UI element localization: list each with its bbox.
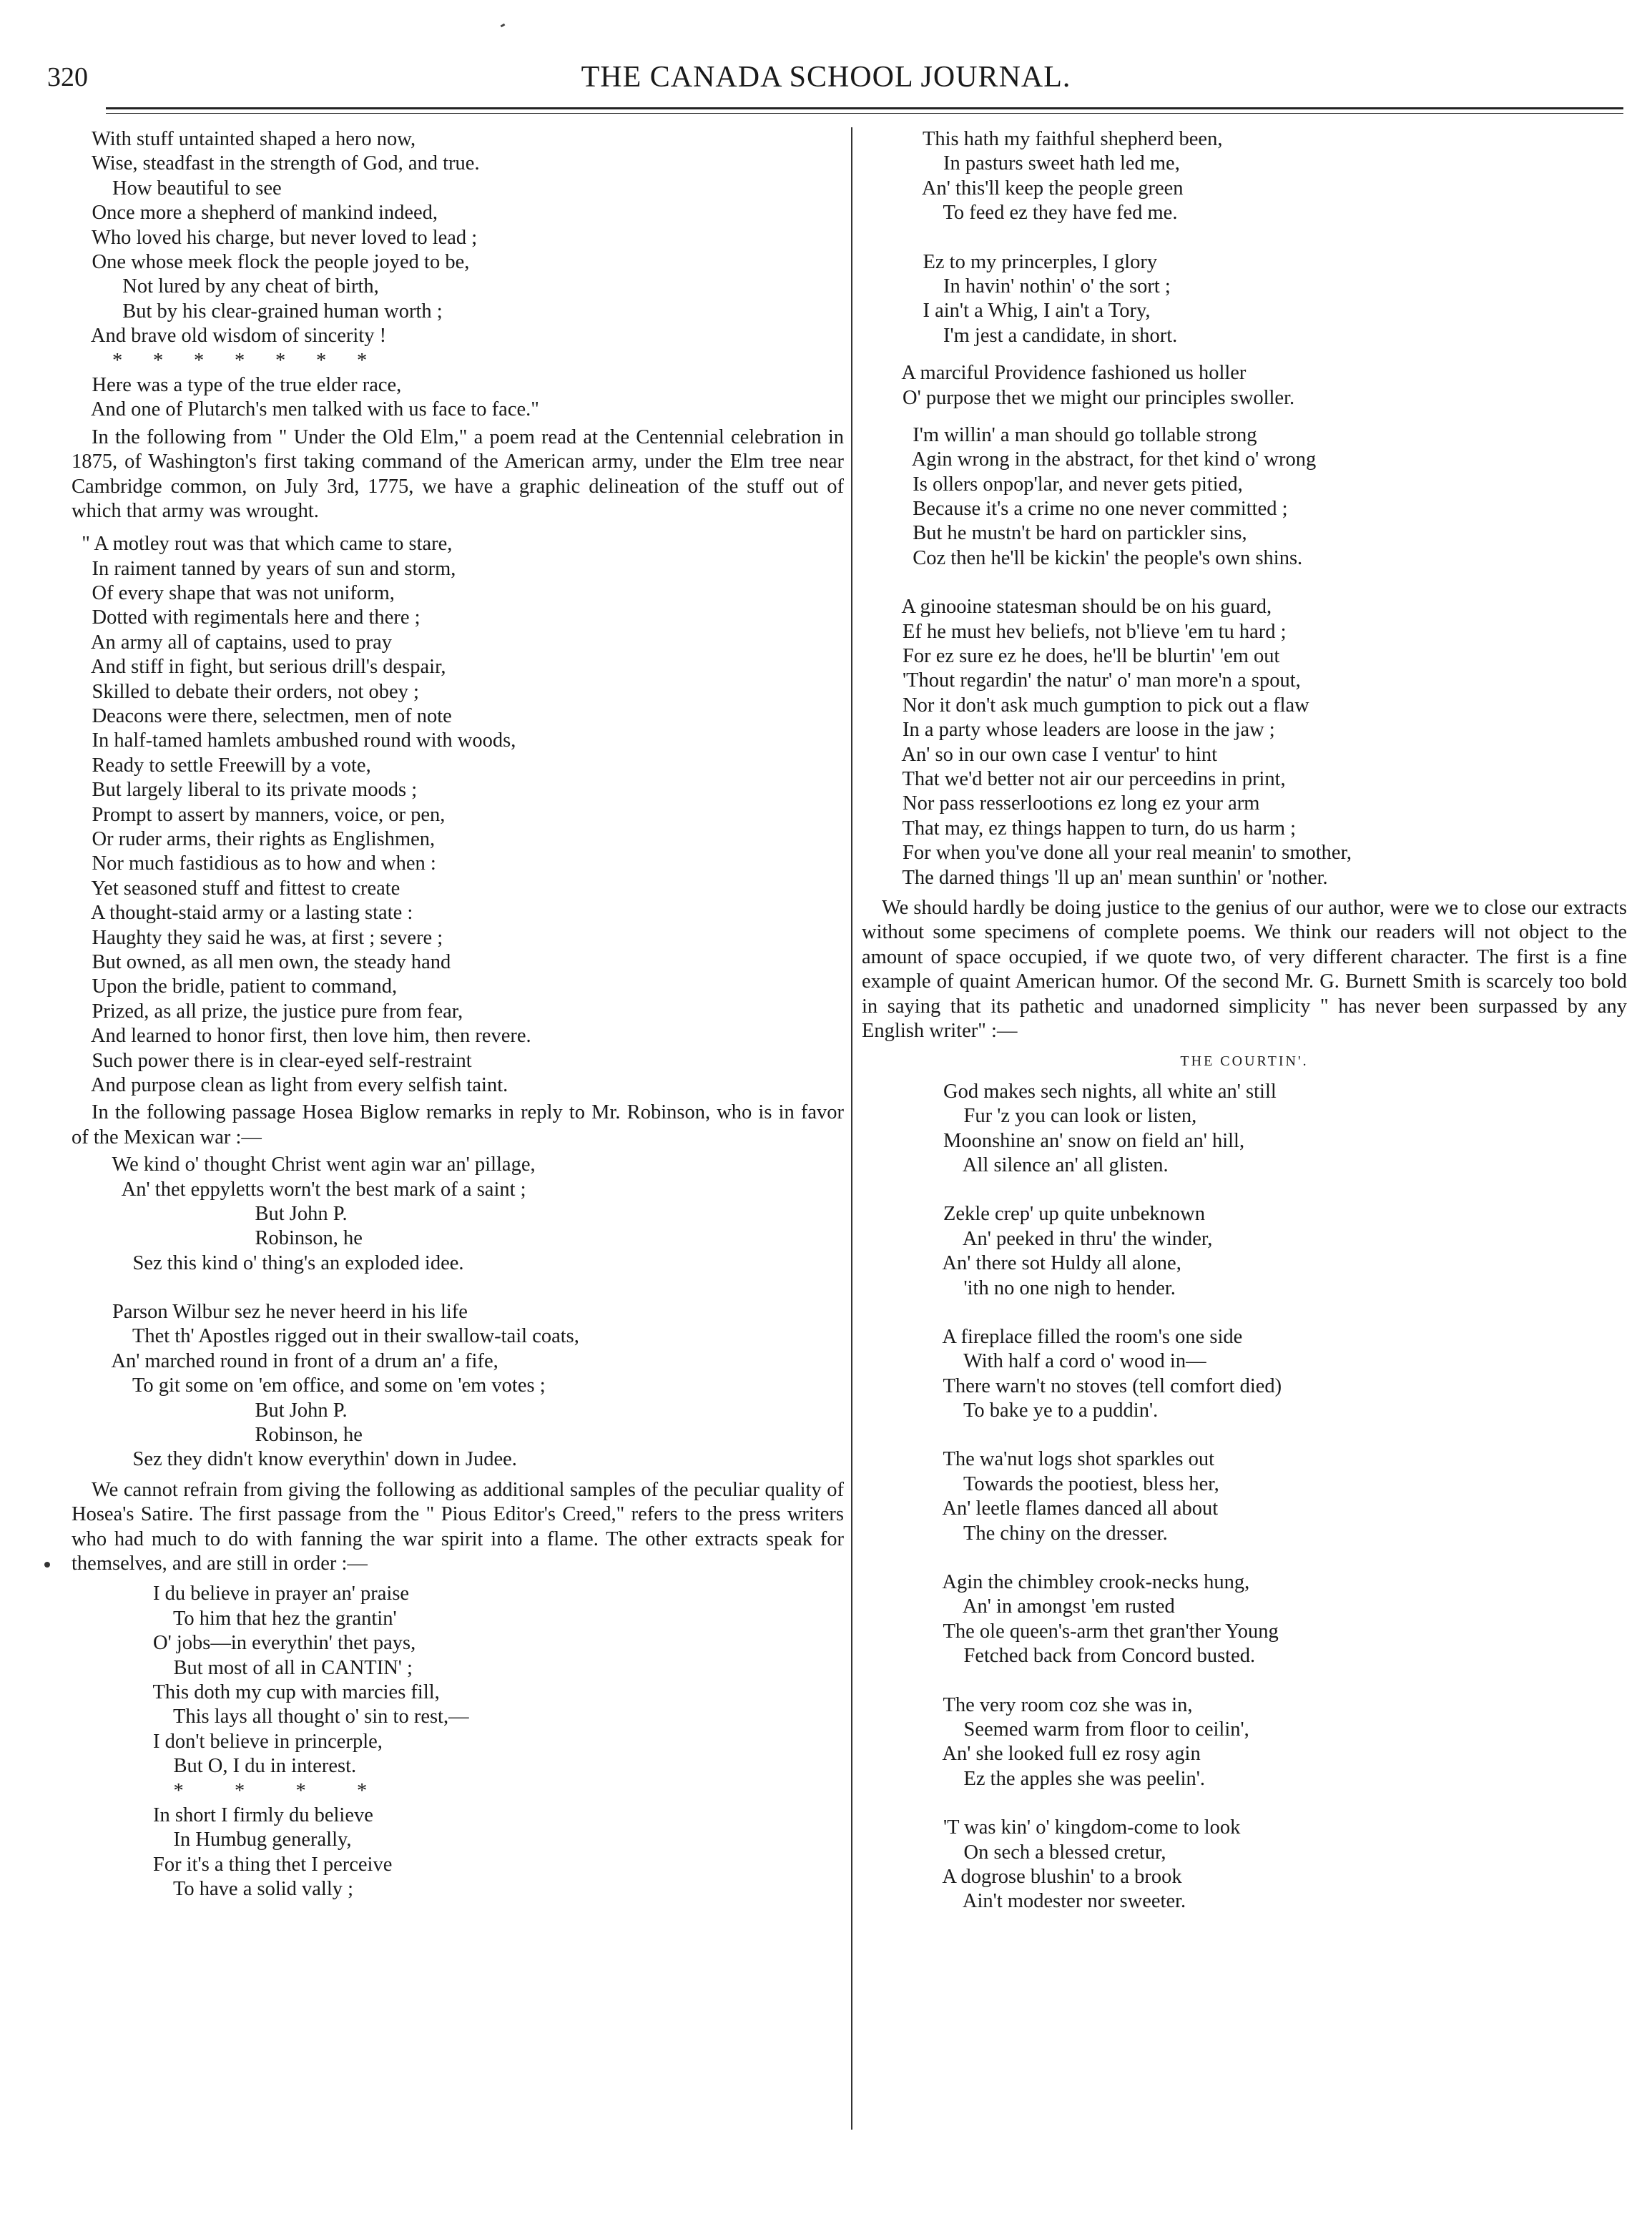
verse-block bbox=[862, 423, 1627, 571]
verse-line: For it's a thing thet I perceive bbox=[72, 1853, 393, 1876]
verse-line: And brave old wisdom of sincerity ! bbox=[72, 325, 387, 348]
verse-line: Ain't modester nor sweeter. bbox=[862, 1890, 1186, 1913]
verse-line: But John P. bbox=[72, 1202, 348, 1225]
verse-line: And one of Plutarch's men talked with us face to face." bbox=[72, 398, 539, 421]
verse-line: Ez to my princerples, I glory bbox=[862, 250, 1158, 273]
verse-line: Ez the apples she was peelin'. bbox=[862, 1767, 1206, 1790]
verse-line: Zekle crep' up quite unbeknown bbox=[862, 1203, 1206, 1226]
verse-line: With half a cord o' wood in— bbox=[862, 1350, 1206, 1373]
journal-title: THE CANADA SCHOOL JOURNAL. bbox=[581, 61, 1071, 94]
verse-line: Dotted with regimentals here and there ; bbox=[72, 606, 421, 629]
verse-line: Ready to settle Freewill by a vote, bbox=[72, 754, 371, 777]
verse-line: How beautiful to see bbox=[72, 177, 282, 200]
verse-line: Nor pass resserlootions ez long ez your arm bbox=[862, 792, 1260, 815]
verse-line: On sech a blessed cretur, bbox=[862, 1841, 1166, 1864]
verse-line: But John P. bbox=[72, 1399, 348, 1422]
verse-line: In half-tamed hamlets ambushed round with woods, bbox=[72, 729, 516, 752]
verse-line: Of every shape that was not uniform, bbox=[72, 582, 395, 605]
stanza bbox=[862, 1080, 1627, 1179]
verse-line: To feed ez they have fed me. bbox=[862, 202, 1178, 225]
verse-line: To him that hez the grantin' bbox=[72, 1607, 397, 1630]
verse-line: In havin' nothin' o' the sort ; bbox=[862, 275, 1171, 297]
verse-line: And stiff in fight, but serious drill's despair, bbox=[72, 656, 446, 679]
verse-line: Is ollers onpop'lar, and never gets pitied, bbox=[862, 473, 1243, 496]
verse-block bbox=[862, 127, 1627, 226]
verse-line: Here was a type of the true elder race, bbox=[72, 373, 402, 396]
verse-line: Thet th' Apostles rigged out in their swallow-tail coats, bbox=[72, 1325, 579, 1348]
verse-line: To bake ye to a puddin'. bbox=[862, 1399, 1159, 1422]
verse-line: Yet seasoned stuff and fittest to create bbox=[72, 877, 400, 900]
verse-line: The very room coz she was in, bbox=[862, 1693, 1193, 1716]
verse-line: 'ith no one nigh to hender. bbox=[862, 1276, 1176, 1299]
verse-line: An' peeked in thru' the winder, bbox=[862, 1227, 1213, 1250]
verse-line: The chiny on the dresser. bbox=[862, 1522, 1168, 1545]
verse-block bbox=[72, 532, 844, 1098]
verse-line: But owned, as all men own, the steady hand bbox=[72, 950, 451, 973]
verse-line: Sez they didn't know everythin' down in Judee. bbox=[72, 1448, 517, 1471]
verse-line: An army all of captains, used to pray bbox=[72, 631, 392, 654]
verse-block bbox=[72, 1582, 844, 1901]
verse-line: In short I firmly du believe bbox=[72, 1804, 373, 1826]
verse-line: And purpose clean as light from every selfish taint. bbox=[72, 1073, 508, 1096]
verse-line: An' marched round in front of a drum an' a fife, bbox=[72, 1349, 498, 1372]
stanza bbox=[862, 1325, 1627, 1424]
verse-line: An' this'll keep the people green bbox=[862, 177, 1184, 200]
stanza bbox=[862, 1447, 1627, 1546]
prose-paragraph: We cannot refrain from giving the following as additional samples of the peculiar quality of Hosea's Satire. The first passage from the " Pious Editor's Creed," refers to the press writers who had much to do with fanning the war spirit into a flame. The other extracts speak for themselves, and are still in order :— bbox=[72, 1478, 844, 1575]
verse-line: Ef he must hev beliefs, not b'lieve 'em tu hard ; bbox=[862, 620, 1287, 643]
page-header bbox=[0, 0, 1652, 129]
verse-line: A fireplace filled the room's one side bbox=[862, 1325, 1243, 1348]
stanza bbox=[862, 1570, 1627, 1669]
verse-line: Robinson, he bbox=[72, 1424, 363, 1447]
verse-line: Upon the bridle, patient to command, bbox=[72, 975, 398, 998]
verse-line: Or ruder arms, their rights as Englishmen, bbox=[72, 828, 436, 850]
verse-line: Who loved his charge, but never loved to lead ; bbox=[72, 226, 478, 249]
verse-block bbox=[72, 1153, 844, 1276]
verse-line: But O, I du in interest. bbox=[72, 1755, 357, 1778]
verse-line: I don't believe in princerple, bbox=[72, 1730, 383, 1753]
verse-line: In pasturs sweet hath led me, bbox=[862, 152, 1180, 175]
verse-line: God makes sech nights, all white an' still bbox=[862, 1080, 1277, 1103]
verse-line: Because it's a crime no one never committed ; bbox=[862, 498, 1288, 521]
verse-line: But most of all in CANTIN' ; bbox=[72, 1656, 413, 1679]
verse-line: That we'd better not air our perceedins in print, bbox=[862, 767, 1286, 790]
verse-line: A thought-staid army or a lasting state : bbox=[72, 902, 413, 925]
verse-line: Such power there is in clear-eyed self-restraint bbox=[72, 1049, 472, 1072]
poem-stanzas bbox=[862, 1080, 1627, 1914]
header-rule-thick bbox=[106, 107, 1623, 109]
page-number: 320 bbox=[47, 62, 88, 92]
verse-line: 'Thout regardin' the natur' o' man more'n a spout, bbox=[862, 669, 1301, 692]
verse-block bbox=[862, 595, 1627, 890]
verse-line: I'm jest a candidate, in short. bbox=[862, 324, 1178, 347]
verse-block bbox=[862, 250, 1627, 349]
verse-line: Agin the chimbley crook-necks hung, bbox=[862, 1571, 1250, 1594]
verse-line: Moonshine an' snow on field an' hill, bbox=[862, 1129, 1245, 1152]
verse-line: And learned to honor first, then love him, then revere. bbox=[72, 1025, 531, 1048]
verse-line: In a party whose leaders are loose in the jaw ; bbox=[862, 719, 1275, 742]
verse-line: A ginooine statesman should be on his guard, bbox=[862, 596, 1272, 619]
header-rule-thin bbox=[106, 113, 1623, 114]
verse-line: The darned things 'll up an' mean sunthin' or 'nother. bbox=[862, 866, 1328, 889]
verse-line: An' so in our own case I ventur' to hint bbox=[862, 743, 1218, 766]
verse-line: With stuff untainted shaped a hero now, bbox=[72, 128, 416, 150]
verse-line: To have a solid vally ; bbox=[72, 1878, 354, 1901]
verse-line: In raiment tanned by years of sun and storm, bbox=[72, 557, 456, 580]
verse-line: Seemed warm from floor to ceilin', bbox=[862, 1718, 1249, 1741]
verse-line: For ez sure ez he does, he'll be blurtin' 'em out bbox=[862, 645, 1280, 668]
verse-line: Haughty they said he was, at first ; severe ; bbox=[72, 926, 443, 949]
verse-line: A marciful Providence fashioned us holler bbox=[862, 362, 1247, 385]
right-column bbox=[862, 127, 1627, 1914]
verse-line: Not lured by any cheat of birth, bbox=[72, 275, 379, 298]
verse-line: O' purpose thet we might our principles swoller. bbox=[862, 386, 1295, 409]
verse-line: Coz then he'll be kickin' the people's own shins. bbox=[862, 546, 1303, 569]
verse-line: I du believe in prayer an' praise bbox=[72, 1583, 410, 1605]
verse-line: Fur 'z you can look or listen, bbox=[862, 1105, 1197, 1128]
verse-line: 'T was kin' o' kingdom-come to look bbox=[862, 1816, 1241, 1839]
verse-line: All silence an' all glisten. bbox=[862, 1153, 1169, 1176]
prose-paragraph: We should hardly be doing justice to the genius of our author, were we to close our extracts without some specimens of complete poems. We think our readers will not object to the amount of space occupied, if we quote two, of very different character. The first is a fine example of quaint American humor. Of the second Mr. G. Burnett Smith is scarcely too bold in saying that its pathetic and unadorned simplicity " has never been surpassed by any English writer" :— bbox=[862, 896, 1627, 1042]
verse-line: Prized, as all prize, the justice pure from fear, bbox=[72, 1000, 463, 1023]
verse-line: The ole queen's-arm thet gran'ther Young bbox=[862, 1620, 1279, 1643]
verse-line: Wise, steadfast in the strength of God, and true. bbox=[72, 152, 480, 175]
verse-line: For when you've done all your real meanin' to smother, bbox=[862, 842, 1352, 865]
verse-line: An' in amongst 'em rusted bbox=[862, 1595, 1175, 1618]
verse-line: But by his clear-grained human worth ; bbox=[72, 300, 443, 323]
verse-line: Sez this kind o' thing's an exploded idee. bbox=[72, 1251, 464, 1274]
verse-line: I ain't a Whig, I ain't a Tory, bbox=[862, 300, 1151, 323]
verse-line: This lays all thought o' sin to rest,— bbox=[72, 1706, 469, 1728]
verse-line: Skilled to debate their orders, not obey ; bbox=[72, 680, 419, 703]
stanza bbox=[862, 1693, 1627, 1792]
verse-line: An' leetle flames danced all about bbox=[862, 1497, 1219, 1520]
stanza bbox=[862, 1816, 1627, 1914]
verse-line: A dogrose blushin' to a brook bbox=[862, 1865, 1182, 1888]
left-column bbox=[72, 127, 844, 1902]
verse-line: Agin wrong in the abstract, for thet kind o' wrong bbox=[862, 448, 1317, 471]
verse-line: This doth my cup with marcies fill, bbox=[72, 1681, 440, 1703]
verse-line: That may, ez things happen to turn, do us harm ; bbox=[862, 817, 1297, 840]
verse-line: * * * * * * * bbox=[72, 349, 368, 372]
stanza bbox=[862, 1202, 1627, 1301]
verse-line: There warn't no stoves (tell comfort died) bbox=[862, 1374, 1282, 1397]
margin-ink-dot bbox=[44, 1562, 50, 1568]
verse-line: Once more a shepherd of mankind indeed, bbox=[72, 202, 438, 225]
verse-line: We kind o' thought Christ went agin war an' pillage, bbox=[72, 1153, 536, 1176]
verse-block bbox=[72, 127, 844, 423]
verse-line: O' jobs—in everythin' thet pays, bbox=[72, 1632, 416, 1655]
verse-line: I'm willin' a man should go tollable strong bbox=[862, 423, 1257, 446]
verse-line: In Humbug generally, bbox=[72, 1829, 352, 1851]
verse-line: Parson Wilbur sez he never heerd in his life bbox=[72, 1301, 468, 1324]
verse-line: One whose meek flock the people joyed to be, bbox=[72, 250, 470, 273]
verse-line: This hath my faithful shepherd been, bbox=[862, 128, 1223, 150]
verse-line: An' there sot Huldy all alone, bbox=[862, 1252, 1181, 1275]
verse-line: Fetched back from Concord busted. bbox=[862, 1645, 1256, 1668]
ink-mark bbox=[501, 24, 506, 28]
prose-paragraph: In the following from " Under the Old Elm," a poem read at the Centennial celebration in 1875, of Washington's first taking command of the American army, under the Elm tree near Cambridge common, on July 3rd, 1775, we have a graphic delineation of the stuff out of which that army was wrought. bbox=[72, 425, 844, 522]
verse-line: Nor much fastidious as to how and when : bbox=[72, 852, 436, 875]
verse-line: To git some on 'em office, and some on 'em votes ; bbox=[72, 1374, 546, 1397]
verse-line: Robinson, he bbox=[72, 1227, 363, 1250]
verse-line: But he mustn't be hard on partickler sins, bbox=[862, 522, 1247, 545]
verse-line: An' she looked full ez rosy agin bbox=[862, 1743, 1201, 1766]
verse-line: * * * * bbox=[72, 1779, 368, 1802]
verse-block bbox=[862, 361, 1627, 410]
verse-line: " A motley rout was that which came to stare, bbox=[72, 533, 453, 556]
verse-line: The wa'nut logs shot sparkles out bbox=[862, 1448, 1215, 1471]
prose-paragraph: In the following passage Hosea Biglow remarks in reply to Mr. Robinson, who is in favor of the Mexican war :— bbox=[72, 1101, 844, 1148]
verse-block bbox=[72, 1300, 844, 1472]
verse-line: Deacons were there, selectmen, men of note bbox=[72, 705, 452, 728]
verse-line: An' thet eppyletts worn't the best mark of a saint ; bbox=[72, 1178, 526, 1201]
verse-line: Prompt to assert by manners, voice, or pen, bbox=[72, 803, 446, 826]
verse-line: Nor it don't ask much gumption to pick out a flaw bbox=[862, 694, 1309, 717]
poem-title: THE COURTIN'. bbox=[1180, 1053, 1309, 1070]
column-divider bbox=[851, 127, 852, 2130]
verse-line: But largely liberal to its private moods ; bbox=[72, 779, 418, 802]
verse-line: Towards the pootiest, bless her, bbox=[862, 1472, 1219, 1495]
